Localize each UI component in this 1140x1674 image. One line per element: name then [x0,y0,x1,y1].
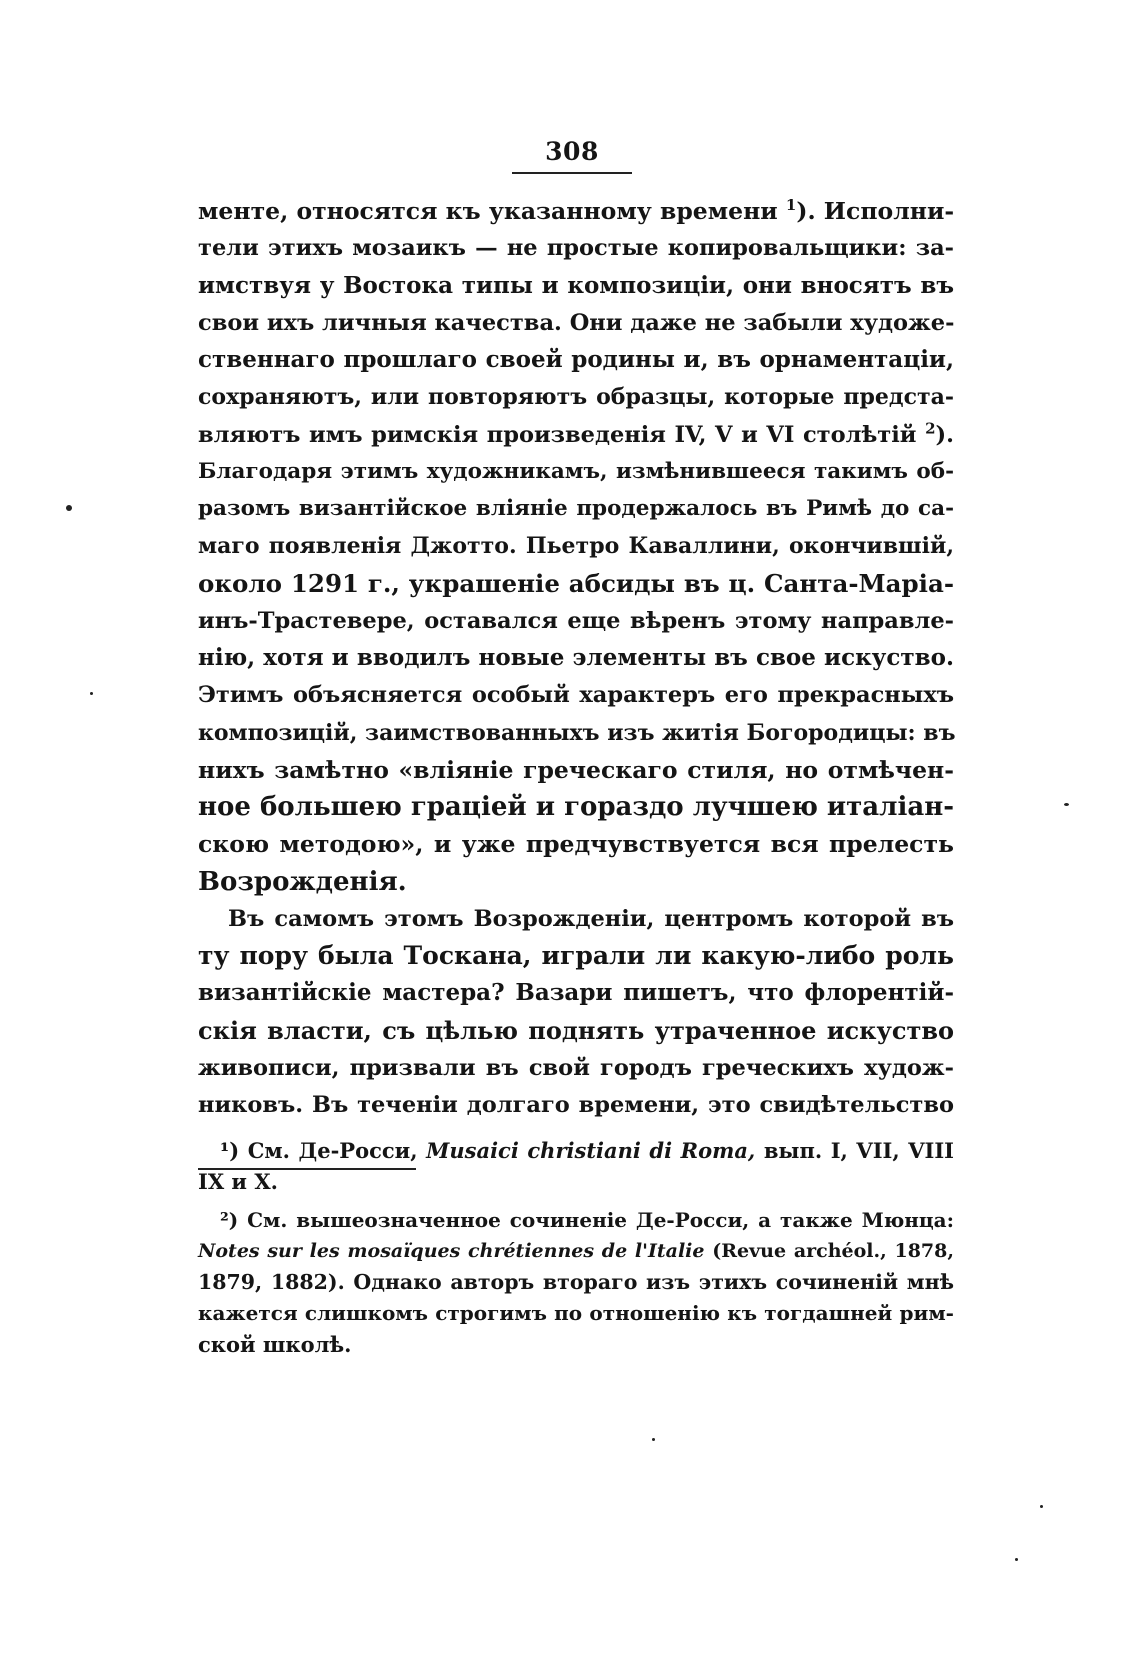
body-line-text: ственнаго прошлаго своей родины и, въ орнаментаціи, [198,346,954,373]
body-line-text: Благодаря этимъ художникамъ, измѣнившееся такимъ об- [198,459,954,484]
body-line-text: свои ихъ личныя качества. Они даже не забыли художе- [198,310,955,336]
footnote-2-title: Notes sur les mosaïques chrétiennes de l'Italie [198,1240,705,1262]
body-line-text: около 1291 г., украшеніе абсиды въ ц. Санта-Маріа- [198,569,954,598]
body-line [198,417,954,453]
body-line [198,938,954,974]
body-line [198,640,954,676]
body-line [198,566,954,602]
body-line-text: сохраняютъ, или повторяютъ образцы, которые предста- [198,384,954,410]
footnote-2-line-5: ской школѣ. [198,1332,352,1357]
body-line-text: византійскіе мастера? Вазари пишетъ, что флорентій- [198,979,954,1006]
body-line-text: ту пору была Тоскана, играли ли какую-либо роль [198,941,954,970]
body-line-text: Этимъ объясняется особый характеръ его прекрасныхъ [198,682,954,708]
footnote-reference: 2 [925,419,936,438]
body-line-text: нію, хотя и вводилъ новые элементы въ свое искуство. [198,644,954,671]
body-line [198,826,954,862]
scan-speck [66,505,72,511]
body-line [198,715,954,751]
scan-speck [90,692,93,695]
body-line [198,454,954,490]
body-line [198,528,954,564]
body-line-text: Возрожденія. [198,867,407,897]
page-number-underline [512,172,632,174]
footnote-1-line-1 [198,1135,954,1166]
footnote-2-text-2: (Revue archéol., 1878, [704,1240,954,1262]
body-line [198,230,954,266]
body-line [198,342,954,378]
footnote-reference: 1 [785,196,797,215]
footnote-2-line-1 [198,1205,954,1236]
body-line [198,305,954,341]
footnote-1-pre: См. Де-Росси, [239,1138,427,1163]
body-line-text: вляютъ имъ римскія произведенія IV, V и VI столѣтій [198,422,926,448]
footnote-1-line-2: IX и X. [198,1169,278,1194]
body-line-text: тели этихъ мозаикъ — не простые копировальщики: за- [198,235,954,261]
body-line-text: скія власти, съ цѣлью поднять утраченное искуство [198,1016,954,1045]
body-line [198,1087,954,1123]
body-line [198,491,954,527]
body-line-text: живописи, призвали въ свой городъ греческихъ худож- [198,1055,954,1081]
body-line-text: инъ-Трастевере, оставался еще вѣренъ этому направле- [198,608,954,634]
body-line [198,1050,954,1086]
body-line [198,1013,954,1049]
body-line [198,268,954,304]
page-number: 308 [545,137,599,166]
body-line-text: имствуя у Востока типы и композиціи, они вносятъ въ [198,272,954,299]
body-line-text: композицій, заимствованныхъ изъ житія Богородицы: въ [198,720,956,746]
footnote-2-line-2 [198,1236,954,1267]
footnote-1-title: Musaici christiani di Roma, [426,1138,756,1163]
body-line [198,193,954,229]
body-line [198,677,954,713]
body-line [198,901,954,937]
body-line [198,864,954,900]
footnote-2-line-3: 1879, 1882). Однако авторъ втораго изъ этихъ сочиненій мнѣ [198,1270,954,1294]
footnote-2-text-1: См. вышеозначенное сочиненіе Де-Росси, а также Мюнца: [238,1208,954,1232]
body-line-text: скою методою», и уже предчувствуется вся прелесть [198,830,954,858]
body-line-text: ное большею граціей и гораздо лучшею италіан- [198,792,955,822]
body-line [198,379,954,415]
footnote-1-post: вып. I, VII, VIII [755,1138,955,1163]
footnote-2-line-4: кажется слишкомъ строгимъ по отношенію къ тогдашней рим- [198,1301,954,1325]
scan-speck [1015,1558,1018,1561]
body-line-text: менте, относятся къ указанному времени [198,197,786,225]
scan-speck [652,1438,655,1441]
footnote-1-marker: ¹) [220,1138,240,1163]
scan-speck [1064,803,1069,806]
body-line-text: маго появленія Джотто. Пьетро Каваллини, окончившій, [198,533,954,559]
footnote-2-marker: ²) [220,1208,239,1232]
body-line-text: нихъ замѣтно «вліяніе греческаго стиля, но отмѣчен- [198,756,954,784]
body-line [198,789,954,825]
body-line [198,975,954,1011]
body-line-tail: ). [935,422,954,448]
scan-speck [1040,1505,1043,1508]
body-line-text: разомъ византійское вліяніе продержалось въ Римѣ до са- [198,496,954,521]
body-line [198,603,954,639]
body-line-tail: ). Исполни- [796,197,955,225]
body-line-text: Въ самомъ этомъ Возрожденіи, центромъ которой въ [228,906,954,932]
body-line [198,752,954,788]
body-line-text: никовъ. Въ теченіи долгаго времени, это свидѣтельство [198,1092,954,1118]
